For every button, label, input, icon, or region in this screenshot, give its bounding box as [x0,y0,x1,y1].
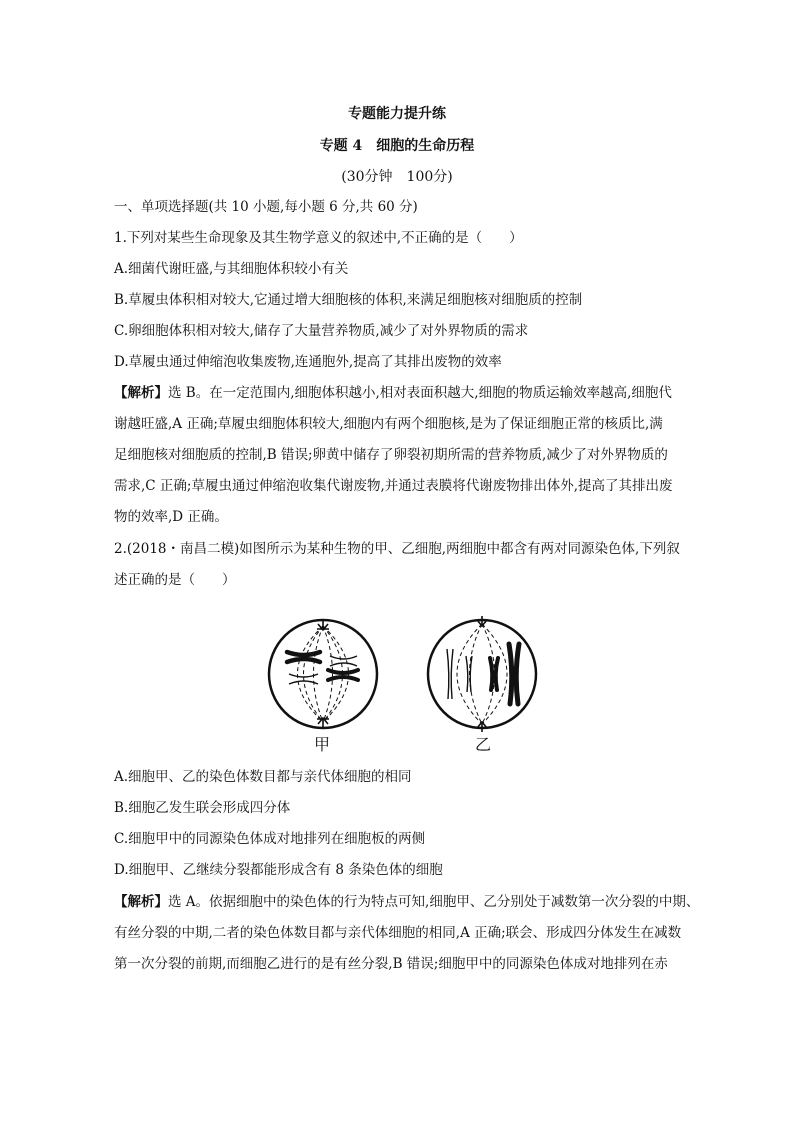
question-2-option-c: C.细胞甲中的同源染色体成对地排列在细胞板的两侧 [114,831,426,847]
question-1-analysis-line: 谢越旺盛,A 正确;草履虫细胞体积较大,细胞内有两个细胞核,是为了保证细胞正常的核质比,满 [114,416,663,432]
question-1-stem: 1.下列对某些生命现象及其生物学意义的叙述中,不正确的是（ ） [114,230,523,246]
analysis-tag: 【解析】 [114,894,168,910]
cell-diagram [262,614,552,754]
question-1-analysis-line: 需求,C 正确;草履虫通过伸缩泡收集代谢废物,并通过表膜将代谢废物排出体外,提高了其排出废 [114,478,673,494]
analysis-tag: 【解析】 [114,385,168,401]
question-2-stem-line: 述正确的是（ ） [114,572,236,588]
question-2-option-d: D.细胞甲、乙继续分裂都能形成含有 8 条染色体的细胞 [114,862,443,878]
question-1-option-a: A.细菌代谢旺盛,与其细胞体积较小有关 [114,261,349,277]
question-1-analysis-line: 物的效率,D 正确。 [114,509,228,525]
analysis-text: 选 A。依据细胞中的染色体的行为特点可知,细胞甲、乙分别处于减数第一次分裂的中期、 [168,894,700,910]
question-1-option-d: D.草履虫通过伸缩泡收集废物,连通胞外,提高了其排出废物的效率 [114,354,502,370]
topic-subtitle: 专题 4 细胞的生命历程 [319,138,475,154]
time-score: (30分钟 100分) [341,169,453,185]
cell-division-figure [262,614,552,754]
question-1-option-c: C.卵细胞体积相对较大,储存了大量营养物质,减少了对外界物质的需求 [114,323,529,339]
section-heading: 一、单项选择题(共 10 小题,每小题 6 分,共 60 分) [114,199,418,215]
question-2-analysis-line: 第一次分裂的前期,而细胞乙进行的是有丝分裂,B 错误;细胞甲中的同源染色体成对地排列在赤 [114,956,668,972]
question-1-analysis-line: 足细胞核对细胞质的控制,B 错误;卵黄中储存了卵裂初期所需的营养物质,减少了对外界物质的 [114,447,668,463]
cell-yi-drawing [428,616,536,732]
analysis-text: 选 B。在一定范围内,细胞体积越小,相对表面积越大,细胞的物质运输效率越高,细胞代 [168,385,672,401]
figure-label-yi: 乙 [475,735,492,754]
question-2-analysis-line: 有丝分裂的中期,二者的染色体数目都与亲代体细胞的相同,A 正确;联会、形成四分体发生在减数 [114,925,682,941]
page-title: 专题能力提升练 [348,106,446,122]
question-2-option-a: A.细胞甲、乙的染色体数目都与亲代体细胞的相同 [114,769,412,785]
figure-label-jia: 甲 [314,735,331,754]
question-1-analysis-line [114,384,694,402]
question-2-analysis-line [114,893,700,911]
question-1-option-b: B.草履虫体积相对较大,它通过增大细胞核的体积,来满足细胞核对细胞质的控制 [114,292,583,308]
question-2-option-b: B.细胞乙发生联会形成四分体 [114,800,291,816]
cell-jia-drawing [269,620,377,728]
question-2-stem-line: 2.(2018・南昌二模)如图所示为某种生物的甲、乙细胞,两细胞中都含有两对同源染色体,下列叙 [114,541,680,557]
